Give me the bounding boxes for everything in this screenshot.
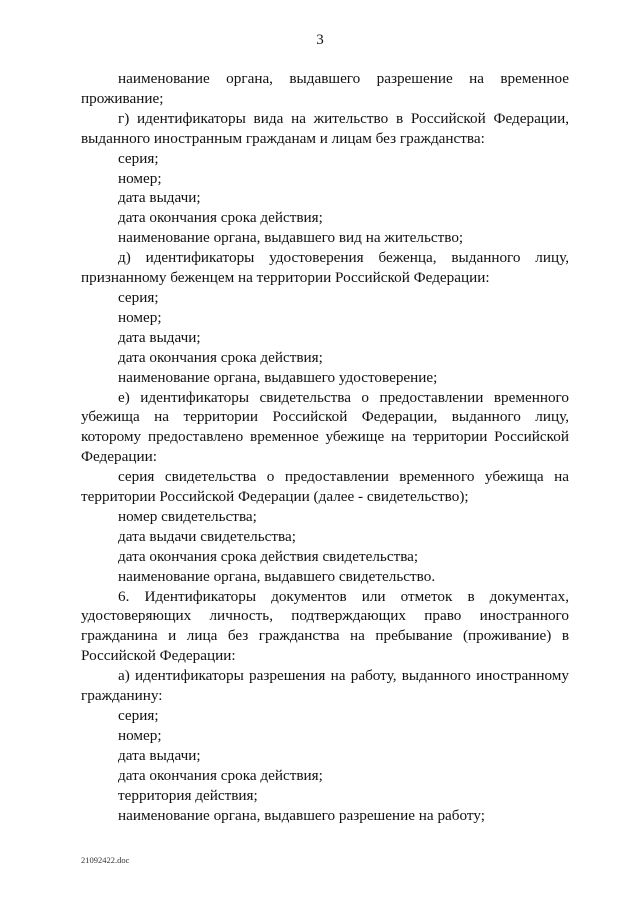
list-item: дата окончания срока действия; — [118, 766, 323, 784]
list-item: дата выдачи свидетельства; — [118, 527, 296, 545]
list-item: номер; — [118, 169, 162, 187]
paragraph-organ-temp-residence: наименование органа, выдавшего разрешение на временное проживание; — [81, 70, 569, 107]
list-item: дата окончания срока действия; — [118, 209, 323, 227]
list-item: номер свидетельства; — [118, 507, 257, 525]
list-item: номер; — [118, 726, 162, 744]
list-item: номер; — [118, 308, 162, 326]
list-item: наименование органа, выдавшего удостоверение; — [118, 368, 438, 386]
paragraph-item-a: а) идентификаторы разрешения на работу, выданного иностранному гражданину: — [81, 667, 569, 705]
list-item: наименование органа, выдавшего свидетельство. — [118, 567, 436, 585]
list-item: наименование органа, выдавшего разрешение на работу; — [118, 806, 485, 824]
list-item: дата выдачи; — [118, 189, 201, 207]
paragraph-item-d: д) идентификаторы удостоверения беженца, выданного лицу, признанному беженцем на территории Российской Федерации: — [81, 249, 569, 287]
list-item: серия; — [118, 149, 159, 167]
footer-file-code: 21092422.doc — [81, 855, 130, 865]
paragraph-item-e: е) идентификаторы свидетельства о предоставлении временного убежища на территории Российской Федерации, выданного лицу, которому предоставлено временное убежище на территории Российской Федерации: — [81, 388, 569, 466]
paragraph-item-g: г) идентификаторы вида на жительство в Российской Федерации, выданного иностранным гражданам и лицам без гражданства: — [81, 109, 569, 147]
list-item: дата окончания срока действия; — [118, 348, 323, 366]
list-item: серия свидетельства о предоставлении временного убежища на территории Российской Федерации (далее - свидетельство); — [81, 468, 569, 506]
paragraph-section-6: 6. Идентификаторы документов или отметок в документах, удостоверяющих личность, подтверждающих право иностранного гражданина и лица без гражданства на пребывание (проживание) в Российской Федерации: — [81, 587, 569, 665]
list-item: дата окончания срока действия свидетельства; — [118, 547, 419, 565]
list-item: территория действия; — [118, 786, 258, 804]
list-item: серия; — [118, 707, 159, 724]
list-item: дата выдачи; — [118, 746, 201, 764]
page-number: 3 — [316, 32, 324, 48]
list-item: дата выдачи; — [118, 328, 201, 346]
list-item: наименование органа, выдавшего вид на жительство; — [118, 229, 464, 247]
document-body — [81, 69, 569, 825]
list-item: серия; — [118, 288, 159, 306]
